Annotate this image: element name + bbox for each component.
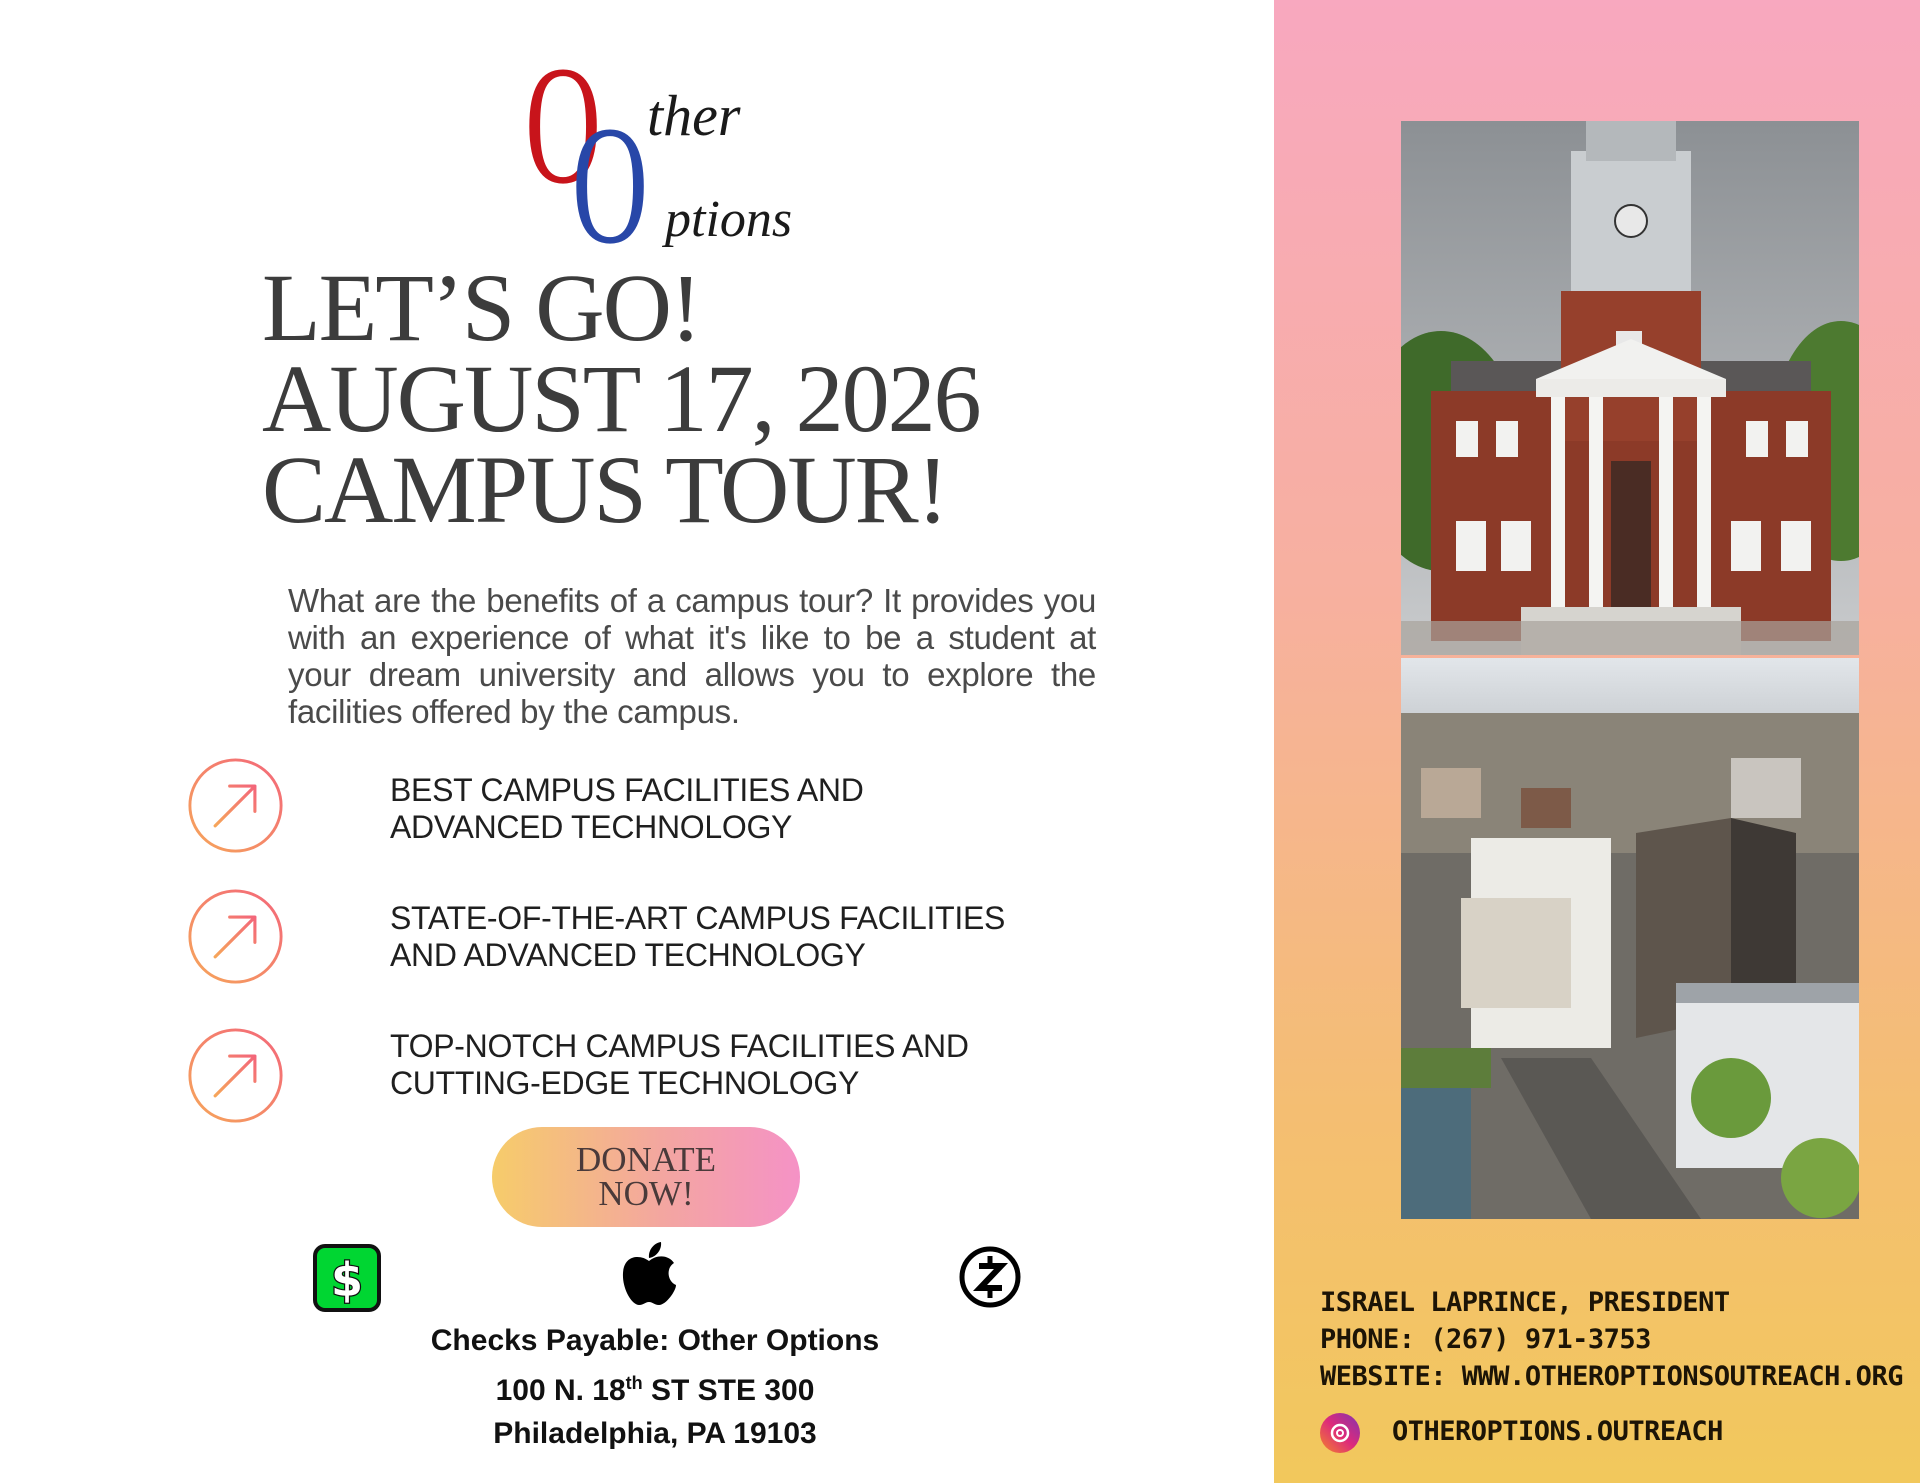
benefit-1-line-1: BEST CAMPUS FACILITIES AND bbox=[390, 772, 864, 808]
clock-tower-building-photo bbox=[1401, 121, 1859, 655]
instagram-handle[interactable]: OTHEROPTIONS.OUTREACH bbox=[1392, 1416, 1723, 1447]
instagram-icon[interactable] bbox=[1320, 1413, 1360, 1453]
headline-line-2: AUGUST 17, 2026 bbox=[262, 345, 980, 452]
checks-payable-line: Checks Payable: Other Options bbox=[430, 1324, 880, 1357]
checks-payable-address bbox=[320, 1319, 990, 1455]
benefit-2-line-1: STATE-OF-THE-ART CAMPUS FACILITIES bbox=[390, 900, 1006, 936]
contact-name: ISRAEL LAPRINCE, PRESIDENT bbox=[1320, 1287, 1730, 1318]
headline bbox=[262, 254, 980, 543]
benefit-1-line-2: ADVANCED TECHNOLOGY bbox=[390, 809, 793, 845]
logo-letter-o-blue: O bbox=[572, 91, 649, 279]
address-street-number: 100 N. 18 bbox=[495, 1374, 626, 1407]
donate-label-line-2: NOW! bbox=[598, 1174, 694, 1213]
cash-app-icon[interactable] bbox=[313, 1244, 381, 1312]
aerial-campus-photo bbox=[1401, 658, 1859, 1219]
zelle-icon[interactable] bbox=[958, 1245, 1022, 1309]
other-options-logo bbox=[525, 31, 845, 279]
apple-pay-icon[interactable] bbox=[620, 1241, 678, 1307]
benefit-2-line-2: AND ADVANCED TECHNOLOGY bbox=[390, 937, 866, 973]
arrow-up-right-icon bbox=[187, 888, 284, 985]
benefit-3-line-2: CUTTING-EDGE TECHNOLOGY bbox=[390, 1065, 859, 1101]
svg-text:$: $ bbox=[330, 1253, 364, 1307]
contact-website[interactable]: WEBSITE: WWW.OTHEROPTIONSOUTREACH.ORG bbox=[1320, 1361, 1903, 1392]
benefit-item-3 bbox=[390, 1028, 969, 1102]
logo-word-ptions: ptions bbox=[665, 191, 793, 248]
donate-now-button[interactable] bbox=[492, 1127, 800, 1227]
address-ordinal-suffix: th bbox=[625, 1373, 643, 1393]
donate-label-line-1: DONATE bbox=[576, 1140, 716, 1179]
headline-line-3: CAMPUS TOUR! bbox=[262, 436, 947, 543]
logo-letter-o-red: O bbox=[525, 31, 602, 219]
logo-word-ther: ther bbox=[647, 83, 741, 148]
contact-phone[interactable]: PHONE: (267) 971-3753 bbox=[1320, 1324, 1651, 1355]
benefit-3-line-1: TOP-NOTCH CAMPUS FACILITIES AND bbox=[390, 1028, 969, 1064]
arrow-up-right-icon bbox=[187, 1027, 284, 1124]
address-street-suite: ST STE 300 bbox=[642, 1374, 815, 1407]
benefit-item-1 bbox=[390, 772, 864, 846]
benefit-item-2 bbox=[390, 900, 1005, 974]
address-city-line: Philadelphia, PA 19103 bbox=[493, 1417, 817, 1450]
address-street-line bbox=[320, 1362, 990, 1412]
arrow-up-right-icon bbox=[187, 757, 284, 854]
intro-paragraph: What are the benefits of a campus tour? It provides you with an experience of what it's like to be a student at your dream university and allows you to explore the facilities offered by the campus. bbox=[288, 582, 1096, 730]
headline-line-1: LET’S GO! bbox=[262, 254, 700, 361]
